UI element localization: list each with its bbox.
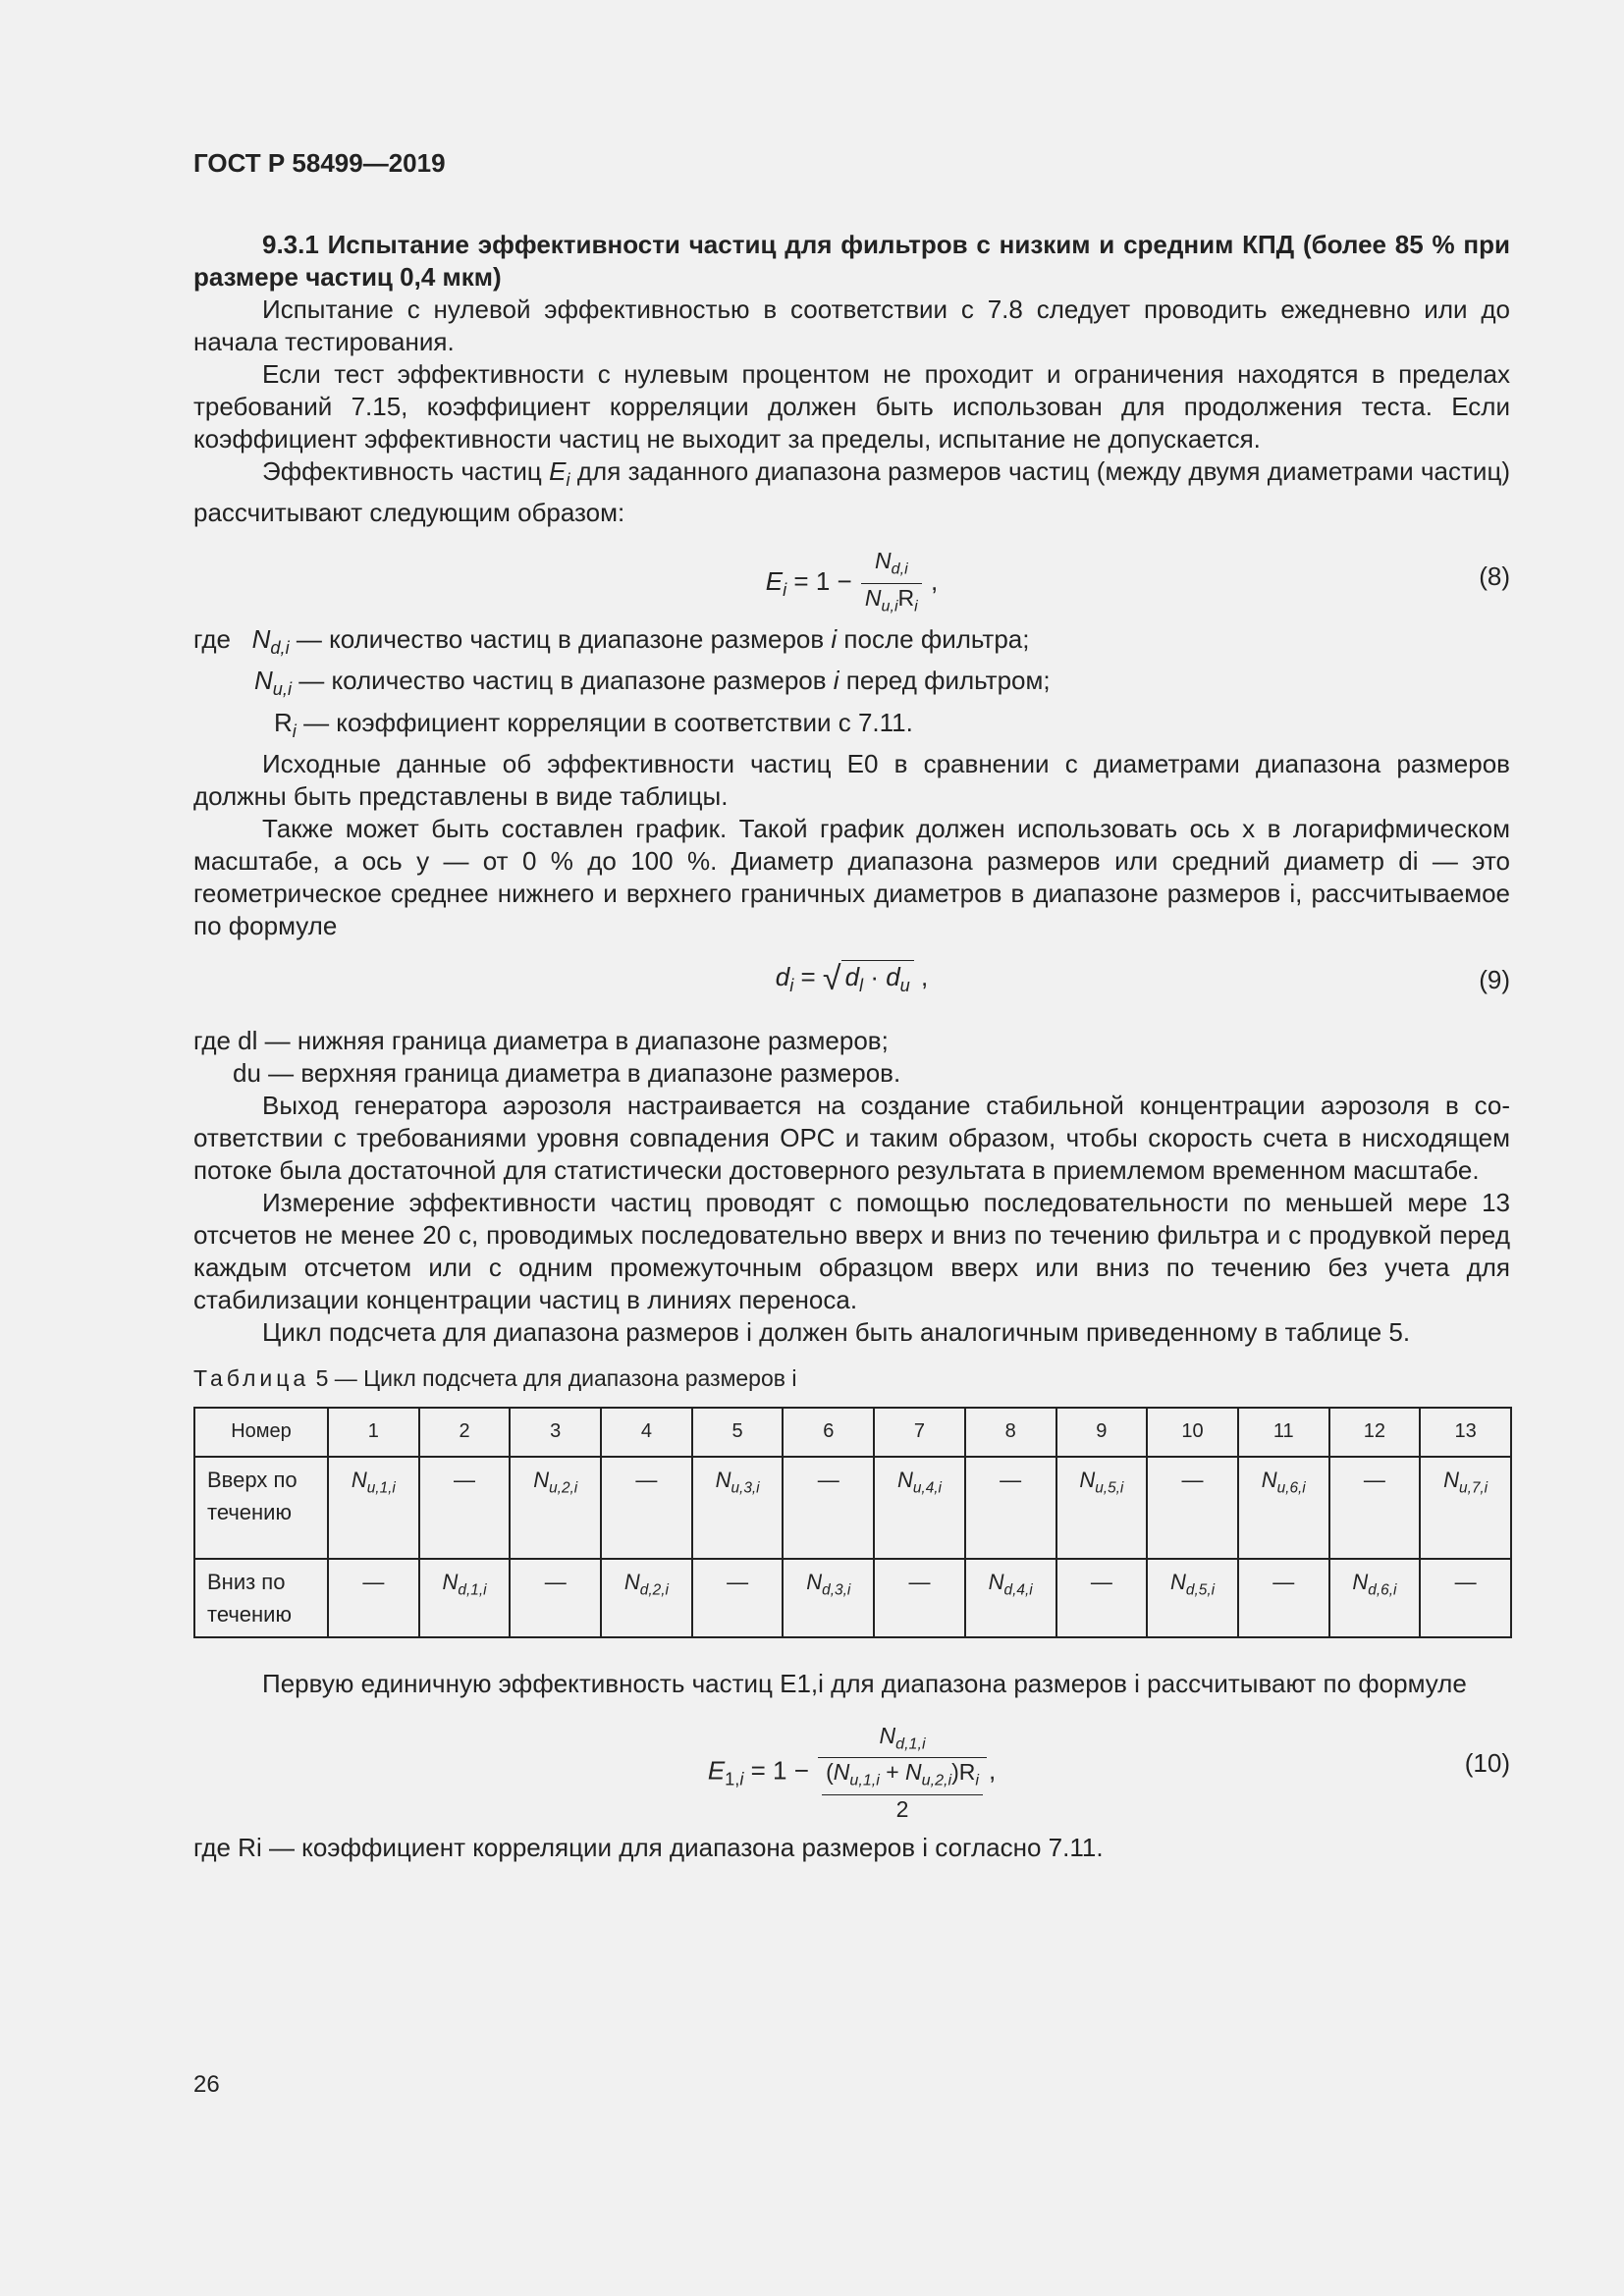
table-row-downstream bbox=[194, 1559, 1511, 1637]
table-header-cell: 13 bbox=[1420, 1408, 1511, 1457]
paragraph-8: Цикл подсчета для диапазона размеров i должен быть аналогичным приведенному в таблице 5. bbox=[262, 1316, 1411, 1347]
table-cell: $N_{u,1,i}$ bbox=[328, 1457, 419, 1559]
table-cell: — bbox=[601, 1457, 692, 1559]
table-cell: $N_{u,2,i}$ bbox=[510, 1457, 601, 1559]
table-cell: $N_{d,4,i}$ bbox=[965, 1559, 1056, 1637]
table-row-label: Вверх по течению bbox=[194, 1457, 328, 1559]
equation-10 bbox=[193, 1722, 1510, 1822]
table-caption: Таблица 5 — Цикл подсчета для диапазона размеров i bbox=[193, 1364, 797, 1391]
table-cell: — bbox=[1329, 1457, 1421, 1559]
table-cell: — bbox=[1238, 1559, 1329, 1637]
table-header-cell: 12 bbox=[1329, 1408, 1421, 1457]
paragraph-3: Эффективность частиц $E_i$ для заданного диапазона размеров частиц (между двумя диаметрами частиц) рассчитывают следующим образом: bbox=[193, 456, 1510, 528]
table-header-cell: 9 bbox=[1056, 1408, 1148, 1457]
table-header-cell: 10 bbox=[1147, 1408, 1238, 1457]
equation-10-number: (10) bbox=[1464, 1747, 1510, 1778]
table-cell: $N_{d,6,i}$ bbox=[1329, 1559, 1421, 1637]
where-item-3: $R_i$ — коэффициент корреляции в соответствии с 7.11. bbox=[274, 707, 913, 741]
table-cell: — bbox=[783, 1457, 874, 1559]
document-header: ГОСТ Р 58499—2019 bbox=[193, 148, 446, 178]
equation-9-number: (9) bbox=[1479, 964, 1510, 994]
paragraph-7: Измерение эффективности частиц проводят с помощью последовательности по меньшей мере 13 отсчетов не менее 20 с, проводимых последовательно вверх и вниз по течению фильтра и с продувкой перед каждым отсчетом или с одним промежуточным образцом вверх или вниз по течению без учета для стабилизации концентрации частиц в линиях переноса. bbox=[193, 1187, 1510, 1314]
table-cell: $N_{u,7,i}$ bbox=[1420, 1457, 1511, 1559]
table-cell: — bbox=[419, 1457, 511, 1559]
table-row-label: Вниз по течению bbox=[194, 1559, 328, 1637]
table-header-cell: 2 bbox=[419, 1408, 511, 1457]
paragraph-5: Также может быть составлен график. Такой график должен использовать ось x в логарифмическом масштабе, а ось y — от 0 % до 100 %. Диаметр диапазона размеров или средний диаметр di — это геометрическое среднее нижнего и верхнего граничных диаметров в диапазоне размеров i, рассчитываемое по формуле bbox=[193, 813, 1510, 940]
table-row-upstream bbox=[194, 1457, 1511, 1559]
table-cell: $N_{u,6,i}$ bbox=[1238, 1457, 1329, 1559]
where-item-2: $N_{u,i}$ — количество частиц в диапазоне размеров i перед фильтром; bbox=[254, 666, 1051, 700]
table-cell: $N_{d,3,i}$ bbox=[783, 1559, 874, 1637]
table-cell: $N_{u,3,i}$ bbox=[692, 1457, 784, 1559]
page-number: 26 bbox=[193, 2071, 220, 2098]
table-cell: $N_{u,4,i}$ bbox=[874, 1457, 965, 1559]
table-header-cell: 5 bbox=[692, 1408, 784, 1457]
table-header-cell: 3 bbox=[510, 1408, 601, 1457]
equation-8-expression: $E_i = 1$ − $\frac{N_{d,i}}{N_{u,i}R_i}$ , bbox=[193, 547, 1510, 619]
table-cell: $N_{d,1,i}$ bbox=[419, 1559, 511, 1637]
where-list-1 bbox=[193, 623, 1510, 748]
table-header-cell: 4 bbox=[601, 1408, 692, 1457]
section-title: 9.3.1 Испытание эффективности частиц для фильтров с низким и средним КПД (более 85 % при размере частиц 0,4 мкм) bbox=[193, 230, 1510, 292]
table-header-cell: 8 bbox=[965, 1408, 1056, 1457]
where-2-line-2: du — верхняя граница диаметра в диапазоне размеров. bbox=[233, 1057, 901, 1088]
table-cell: $N_{d,2,i}$ bbox=[601, 1559, 692, 1637]
page-content bbox=[193, 147, 1510, 1864]
table-header-cell: 7 bbox=[874, 1408, 965, 1457]
table-cell: — bbox=[1056, 1559, 1148, 1637]
table-header-label: Номер bbox=[194, 1408, 328, 1457]
table-cell: — bbox=[692, 1559, 784, 1637]
counting-cycle-table bbox=[193, 1407, 1512, 1638]
equation-8 bbox=[193, 547, 1510, 615]
equation-9 bbox=[193, 960, 1510, 1007]
where-3: где Ri — коэффициент корреляции для диапазона размеров i согласно 7.11. bbox=[193, 1832, 1104, 1862]
paragraph-6: Выход генератора аэрозоля настраивается на создание стабильной концентрации аэрозоля в соответствии с требованиями уровня совпадения ОРС и таким образом, чтобы скорость счета в нисходящем потоке была достаточной для статистически достоверного результата в приемлемом временном масштабе. bbox=[193, 1090, 1510, 1185]
equation-9-expression: $d_i$ = √ $d_l \cdot d_u$ , bbox=[193, 960, 1510, 1002]
table-cell: $N_{d,5,i}$ bbox=[1147, 1559, 1238, 1637]
table-cell: — bbox=[1147, 1457, 1238, 1559]
table-cell: — bbox=[510, 1559, 601, 1637]
table-cell: — bbox=[328, 1559, 419, 1637]
table-cell: — bbox=[874, 1559, 965, 1637]
where-2-line-1: где dl — нижняя граница диаметра в диапазоне размеров; bbox=[193, 1025, 889, 1055]
table-header-cell: 6 bbox=[783, 1408, 874, 1457]
equation-10-expression: $E_{1,i} = 1$ − $\frac{N_{d,1,i}}{\frac{(N_{u,1,i} + N_{u,2,i})R_i}{2}}$ , bbox=[707, 1722, 997, 1822]
where-item-1: где $N_{d,i}$ — количество частиц в диапазоне размеров i после фильтра; bbox=[193, 624, 1030, 659]
table-cell: — bbox=[1420, 1559, 1511, 1637]
table-header-cell: 1 bbox=[328, 1408, 419, 1457]
table-header-row bbox=[194, 1408, 1511, 1457]
paragraph-2: Если тест эффективности с нулевым процентом не проходит и ограничения находятся в пределах требований 7.15, коэффициент корреляции должен быть использован для продолжения теста. Если коэффициент эффективности частиц не выходит за пределы, испытание не допускается. bbox=[193, 359, 1510, 454]
table-cell: — bbox=[965, 1457, 1056, 1559]
paragraph-1: Испытание с нулевой эффективностью в соответствии с 7.8 следует проводить ежедневно или до начала тестирования. bbox=[193, 294, 1510, 356]
paragraph-4: Исходные данные об эффективности частиц E0 в сравнении с диаметрами диапазона размеров должны быть представлены в виде таблицы. bbox=[193, 748, 1510, 811]
table-header-cell: 11 bbox=[1238, 1408, 1329, 1457]
table-cell: $N_{u,5,i}$ bbox=[1056, 1457, 1148, 1559]
equation-8-number: (8) bbox=[1479, 561, 1510, 592]
paragraph-9: Первую единичную эффективность частиц E1,i для диапазона размеров i рассчитывают по формуле bbox=[262, 1668, 1467, 1698]
